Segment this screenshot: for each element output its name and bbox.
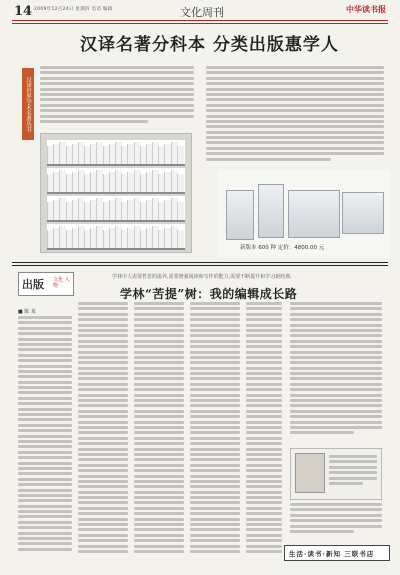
lower-text-col-6b [290,503,382,541]
main-article-intro-text [40,66,194,130]
book-cover-caption-text [329,455,377,493]
book-spine [177,146,184,164]
header-rule [12,20,388,21]
book-cover-photo [290,448,382,500]
masthead: 中华读书报 [346,4,386,14]
section-divider-thin [12,265,388,266]
photo-caption: 新版本 600 种 定价：4800.00 元 [240,245,325,251]
book-cover-image [295,453,325,493]
column-logo-text: 出版 [22,278,44,291]
lower-subhead: 学林中人需要哲思的滋养,需要增强阅读和写作的能力,需要不断提升和学习新经典. [112,274,292,280]
byline: ■ 陈 某 [18,309,36,315]
lower-text-col-5 [246,302,282,561]
lower-text-col-3 [134,302,184,561]
main-article-body-text [206,66,384,166]
book-spine [177,230,184,248]
lower-text-col-6 [290,302,382,444]
main-headline: 汉译名著分科本 分类出版惠学人 [80,35,339,55]
column-logo-sub: 文化 人物 [53,277,70,289]
header-rule-thin [12,23,388,24]
lower-text-col-1 [18,316,72,561]
publisher-footer-ad [284,545,390,561]
lower-headline: 学林“苦提”树：我的编辑成长路 [120,287,298,301]
book-spine [177,174,184,192]
section-divider [12,262,388,263]
column-logo [18,272,74,296]
bookshelf-photo [40,133,192,253]
page-number: 14 [14,4,33,19]
side-banner: 汉译世界学术名著丛书 [22,68,34,140]
lower-text-col-4 [190,302,240,561]
lower-text-col-2 [78,302,128,561]
section-title: 文化周刊 [180,6,224,19]
footer-label: 生活·读书·新知 三联书店 [289,550,375,558]
date-line: 2009年12月24日 星期四 电话 编辑 [34,7,113,12]
book-spine [177,202,184,220]
